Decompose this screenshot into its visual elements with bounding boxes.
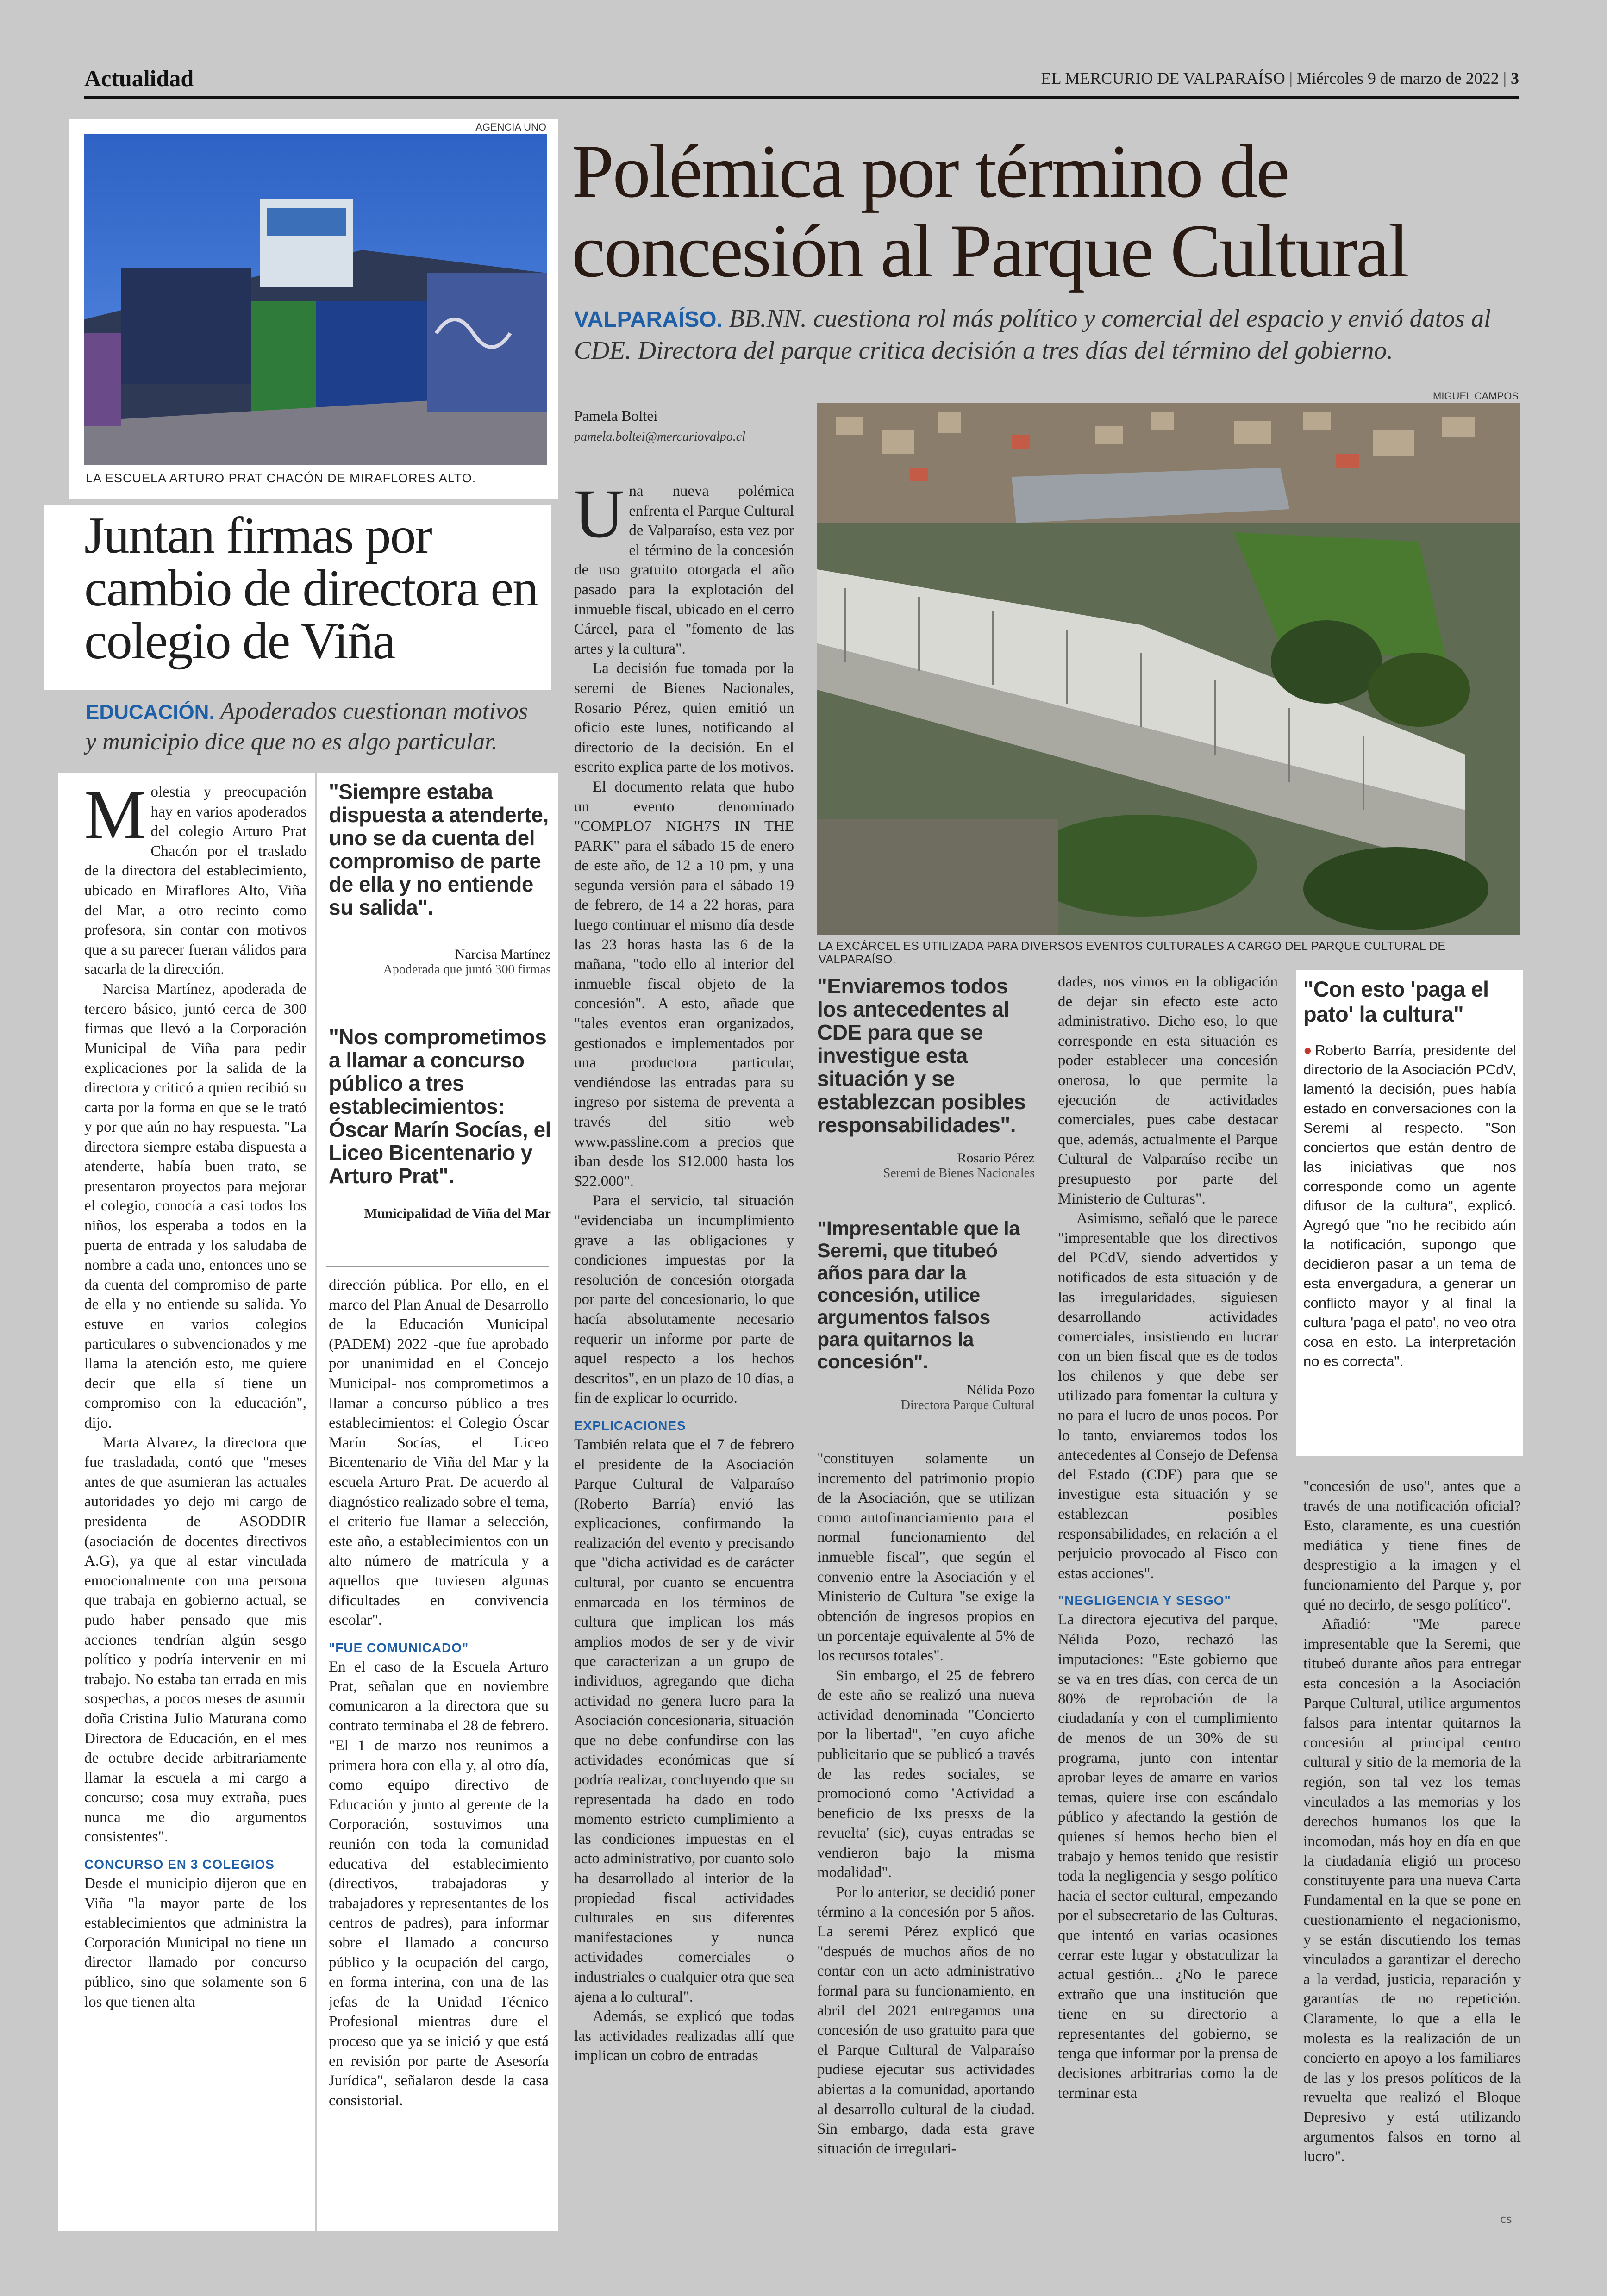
- main-quote2: [817, 1217, 1035, 1413]
- side-quote2-text: "Nos comprometimos a llamar a concurso público a tres establecimientos: Óscar Marín Socías, el Liceo Bicentenario y Arturo Prat".: [329, 1025, 551, 1188]
- main-col3-p1: dades, nos vimos en la obligación de dejar sin efecto este acto administrativo. Dicho eso, lo que corresponde en esta situación es poder establecer una concesión onerosa, lo que permite la ejecución de actividades comerciales, pues cabe destacar que, además, actualmente el Parque Cultural de Valparaíso recibe un presupuesto por parte del Ministerio de Culturas".: [1058, 973, 1278, 1207]
- main-subhead-2: "NEGLIGENCIA Y SESGO": [1058, 1593, 1231, 1608]
- main-col4-p1: "concesión de uso", antes que a través de una notificación oficial? Esto, claramente, es una cuestión mediática y tiene fines de desprestigio a la imagen y el funcionamiento del Parque y, por qué no decirlo, de sesgo político".: [1303, 1478, 1521, 1613]
- side-subhead-1: CONCURSO EN 3 COLEGIOS: [84, 1857, 275, 1872]
- byline: Pamela Boltei: [574, 407, 658, 424]
- side-col1-p3: Marta Alvarez, la directora que fue trasladada, contó que "meses antes de que asumieran las actuales autoridades yo dejo mi cargo de presidenta de ASODDIR (asociación de docentes directivos A.G), ya que al estar vinculada emocionalmente con una persona que trabaja en gobierno actual, se pudo haber pensado que mis acciones tendrían algún sesgo político y podría intervenir en mi trabajo. No estaba tan errada en mis sospechas, a pocos meses de asumir doña Cristina Julio Maturana como Directora de Educación, en el mes de octubre decide arbitrariamente llamar la escuela a mi cargo a concurso; cosa muy extraña, pues nunca me dio argumentos consistentes".: [84, 1434, 306, 1846]
- main-photo-credit: MIGUEL CAMPOS: [1433, 390, 1519, 402]
- header-rule: [84, 96, 1519, 99]
- main-col1-p1: na nueva polémica enfrenta el Parque Cultural de Valparaíso, esta vez por el término de la concesión de uso gratuito otorgada el año pasado para la explotación del inmueble fiscal, ubicado en el cerro Cárcel, para el "fomento de las artes y la cultura".: [574, 483, 794, 657]
- main-quote1: [817, 974, 1035, 1181]
- main-col1: [574, 481, 794, 2231]
- main-quote1-role: Seremi de Bienes Nacionales: [883, 1166, 1035, 1180]
- main-deck-text: BB.NN. cuestiona rol más político y comercial del espacio y envió datos al CDE. Directora del parque critica decisión a tres días del término del gobierno.: [574, 304, 1491, 364]
- school-photo-svg: [84, 134, 547, 465]
- byline-email: pamela.boltei@mercuriovalpo.cl: [574, 430, 745, 444]
- main-col1-p6: Además, se explicó que todas las actividades realizadas allí que implican un cobro de entradas: [574, 2008, 794, 2065]
- main-headline: Polémica por término de concesión al Parque Cultural: [572, 130, 1408, 293]
- main-photo: [817, 403, 1520, 935]
- side-photo-credit: AGENCIA UNO: [475, 121, 546, 133]
- main-quote1-name: Rosario Pérez: [957, 1150, 1035, 1166]
- side-col1-p2: Narcisa Martínez, apoderada de tercero básico, juntó cerca de 300 firmas que llevó a la Corporación Municipal de Viña para pedir explicaciones por la salida de la directora y criticó a quien recibió su carta por la forma en que se le trató y por que aún no hay respuesta. "La directora siempre estaba dispuesta a atenderte, había buen trato, se presentaron proyectos para mejorar el colegio, conocía a casi todos los niños, los esperaba a todos en la puerta de entrada y los saludaba de nombre a cada uno, entonces uno se da cuenta del compromiso de parte de ella y no entiende su salida. Yo estuve en varios colegios particulares o subvencionados y me llama la atención esto, me quiere decir que ella sí tiene un compromiso con la educación", dijo.: [84, 980, 306, 1431]
- side-col2-p2: En el caso de la Escuela Arturo Prat, señalan que en noviembre comunicaron a la directora que su contrato terminaba el 28 de febrero. "El 1 de marzo nos reunimos a primera hora con ella y, al otro día, como equipo directivo de Educación y junto al gerente de la Corporación, sostuvimos una reunión con toda la comunidad educativa del establecimiento (directivos, trabajadoras y trabajadores y representantes de los centros de padres), para informar sobre el llamado a concurso público y la ocupación del cargo, en forma interina, con una de las jefas de la Unidad Técnico Profesional mientras dure el proceso que ya se inició y que está en revisión por parte de Asesoría Jurídica", señalaron desde la casa consistorial.: [329, 1658, 549, 2109]
- main-drop-cap: U: [574, 481, 625, 552]
- side-quote2-role: Municipalidad de Viña del Mar: [364, 1206, 551, 1221]
- side-quote1-text: "Siempre estaba dispuesta a atenderte, uno se da cuenta del compromiso de parte de ella y no entiende su salida".: [329, 780, 549, 919]
- side-kicker: EDUCACIÓN.: [86, 701, 215, 724]
- main-quote2-text: "Impresentable que la Seremi, que titubeó años para dar la concesión, utilice argumentos falsos para quitarnos la concesión".: [817, 1217, 1020, 1373]
- side-deck: [86, 697, 544, 757]
- barria-box-title: "Con esto 'paga el pato' la cultura": [1303, 977, 1489, 1026]
- main-col2-p2: Sin embargo, el 25 de febrero de este año se realizó una nueva actividad denominada "Concierto por la libertad", "en cuyo afiche publicitario que se publicó a través de las redes sociales, se promocionó como 'Actividad a beneficio de lxs presxs de la revuelta' (sic), cuyas entradas se vendieron bajo la misma modalidad".: [817, 1667, 1035, 1881]
- side-headline: Juntan firmas por cambio de directora en colegio de Viña: [84, 507, 538, 670]
- side-deck-text: Apoderados cuestionan motivos y municipio dice que no es algo particular.: [86, 698, 528, 755]
- main-col1-p3: El documento relata que hubo un evento denominado "COMPLO7 NIGH7S IN THE PARK" para el sábado 15 de enero de este año, de 12 a 10 pm, y una segunda versión para el sábado 19 de febrero, de 14 a 22 horas, para luego continuar el mismo día desde las 23 horas hasta las 6 de la mañana, "todo ello al interior del inmueble fiscal objeto de la concesión". A esto, añade que "tales eventos eran organizados, gestionados e implementados por una productora particular, vendiéndose las entradas para su ingreso por sistema de preventa a través del sitio web www.passline.com a precios que iban desde los $12.000 hasta los $22.000".: [574, 778, 794, 1190]
- main-col2-p1: "constituyen solamente un incremento del patrimonio propio de la Asociación, que se utilizan como autofinanciamiento para el normal funcionamiento del inmueble fiscal", que según el convenio entre la Asociación y el Ministerio de Cultura "se exige la obtención de ingresos propios en un porcentaje equivalente al 5% de los recursos totales".: [817, 1450, 1035, 1664]
- park-photo-svg: [817, 403, 1520, 935]
- main-col2: [817, 1449, 1035, 2231]
- side-col1-p4: Desde el municipio dijeron que en Viña "la mayor parte de los establecimientos que administra la Corporación Municipal no tiene un director llamado por concurso público, sino que solamente son 6 los que tienen alta: [84, 1875, 306, 2010]
- side-quote1-role: Apoderada que juntó 300 firmas: [383, 962, 551, 977]
- side-drop-cap: M: [84, 782, 146, 853]
- main-quote1-text: "Enviaremos todos los antecedentes al CDE para que se investigue esta situación y se establezcan posibles responsabilidades".: [817, 974, 1026, 1137]
- side-subhead-2: "FUE COMUNICADO": [329, 1640, 469, 1655]
- end-mark-icon: cs: [1500, 2213, 1512, 2226]
- main-photo-caption: LA EXCÁRCEL ES UTILIZADA PARA DIVERSOS EVENTOS CULTURALES A CARGO DEL PARQUE CULTURAL DE VALPARAÍSO.: [819, 940, 1446, 966]
- masthead: [1041, 69, 1519, 88]
- main-col3-p2: Asimismo, señaló que le parece "impresentable que los directivos del PCdV, siendo advertidos y notificados de esta situación y de las irregularidades, siguiesen desarrollando actividades comerciales, insistiendo en lucrar con un bien fiscal que es de todos los chilenos y que debe ser utilizado para fomentar la cultura y no para el lucro de unos pocos. Por lo tanto, enviaremos todos los antecedentes al Consejo de Defensa del Estado (CDE) para que se investigue esta situación y se establezcan posibles responsabilidades, en relación a el perjuicio provocado al Fisco con estas acciones".: [1058, 1210, 1278, 1582]
- box-bullet-icon: ●: [1303, 1042, 1315, 1058]
- main-col1-p2: La decisión fue tomada por la seremi de Bienes Nacionales, Rosario Pérez, quien emitió un oficio este lunes, notificando al directorio de la decisión. En el escrito explica parte de los motivos.: [574, 660, 794, 776]
- main-subhead-1: EXPLICACIONES: [574, 1418, 686, 1433]
- side-quote2: [329, 1025, 551, 1222]
- masthead-text: EL MERCURIO DE VALPARAÍSO | Miércoles 9 de marzo de 2022 |: [1041, 69, 1507, 87]
- main-col2-p3: Por lo anterior, se decidió poner término a la concesión por 5 años. La seremi Pérez explicó que "después de muchos años de no contar con un acto administrativo formal para su funcionamiento, en abril del 2021 entregamos una concesión de uso gratuito para que el Parque Cultural de Valparaíso pudiese ejecutar sus actividades abiertas a la comunidad, aportando al desarrollo cultural de la ciudad. Sin embargo, dada esta grave situación de irregulari-: [817, 1884, 1035, 2157]
- barria-box-text: [1303, 1041, 1516, 1420]
- side-col2-rule: [326, 1266, 549, 1267]
- side-photo-caption: LA ESCUELA ARTURO PRAT CHACÓN DE MIRAFLORES ALTO.: [86, 471, 476, 485]
- main-col1-p5: También relata que el 7 de febrero el presidente de la Asociación Parque Cultural de Valparaíso (Roberto Barría) envió las explicaciones, confirmando la realización del evento y precisando que "dicha actividad es de carácter cultural, por cuanto se encuentra enmarcada en los términos de cultura que implican los más amplios modos de ser y de vivir que caracterizan a un grupo de individuos, agregando que dicha actividad no genera lucro para la Asociación concesionaria, situación que no debe confundirse con las actividades económicas que sí podría realizar, concluyendo que su representada ha dado en todo momento estricto cumplimiento a las condiciones impuestas en el acto administrativo, por cuanto solo ha desarrollado al interior de la propiedad fiscal actividades culturales en sus diferentes manifestaciones y nunca actividades comerciales o industriales o cualquier otra que sea ajena a lo cultural".: [574, 1436, 794, 2005]
- side-col1-p1: olestia y preocupación hay en varios apoderados del colegio Arturo Prat Chacón por el traslado de la directora del establecimiento, ubicado en Miraflores Alto, Viña del Mar, a otro recinto como profesora, sin contar con motivos que a su parecer fueran válidos para sacarla de la dirección.: [84, 784, 306, 978]
- main-col4: [1303, 1477, 1521, 2227]
- main-col1-p4: Para el servicio, tal situación "evidenciaba un incumplimiento grave a las obligaciones y condiciones impuestas por la resolución de concesión otorgada por parte del concesionario, lo que hacía absolutamente necesario requerir un informe por parte de aquel respecto a los hechos descritos", en un plazo de 10 días, a fin de explicar lo ocurrido.: [574, 1192, 794, 1407]
- page-number: 3: [1511, 69, 1519, 87]
- main-col4-p2: Añadió: "Me parece impresentable que la Seremi, que titubeó durante años para entregar esta concesión a la Asociación Parque Cultural, utilice argumentos falsos para intentar quitarnos la concesión al principal centro cultural y sitio de la memoria de la región, son tal vez los temas vinculados a las memorias y los derechos humanos los que la incomodan, más hoy en día en que la ciudadanía eligió un proceso constituyente para una nueva Carta Fundamental en la que se pone en cuestionamiento el negacionismo, y se están discutiendo los temas vinculados a garantizar el derecho a la verdad, justicia, reparación y garantías de no repetición. Claramente, lo que a ella le molesta es la realización de un concierto en apoyo a los familiares de las y los presos políticos de la revuelta que realizó el Bloque Depresivo y está utilizando argumentos falsos en torno al lucro".: [1303, 1616, 1521, 2165]
- main-col3-p3: La directora ejecutiva del parque, Nélida Pozo, rechazó las imputaciones: "Este gobierno que se va en tres días, con cerca de un 80% de reprobación de la ciudadanía y con el cumplimiento de menos de un 30% de su programa, junto con intentar aprobar leyes de amarre en varios temas, quiere irse con escándalo público y afectando la gestión de quienes sí hemos hecho bien el trabajo y hemos tenido que resistir toda la negligencia y sesgo político hacia el sector cultural, empezando por el subsecretario de las Culturas, que intentó en varias ocasiones cerrar este lugar y obstaculizar la actual gestión... ¿No le parece extraño que una institución que tiene en su directorio a representantes del gobierno, se tenga que informar por la prensa de decisiones arbitrarias como la de terminar esta: [1058, 1611, 1278, 2102]
- side-col1: [84, 782, 306, 2224]
- barria-box-content: [1303, 977, 1516, 1420]
- main-quote2-name: Nélida Pozo: [966, 1382, 1035, 1398]
- main-quote2-role: Directora Parque Cultural: [900, 1398, 1035, 1412]
- side-quote1: [329, 780, 551, 977]
- section-label: Actualidad: [84, 65, 194, 91]
- main-deck: [574, 303, 1519, 366]
- main-col3: [1058, 972, 1278, 2231]
- main-kicker: VALPARAÍSO.: [574, 307, 723, 332]
- side-col2-p1: dirección pública. Por ello, en el marco del Plan Anual de Desarrollo de la Educación Municipal (PADEM) 2022 -que fue aprobado por unanimidad en el Concejo Municipal- nos comprometimos a llamar a concurso público a tres establecimientos: el Colegio Óscar Marín Socías, el Liceo Bicentenario de Viña del Mar y la escuela Arturo Prat. De acuerdo al diagnóstico realizado sobre el tema, el criterio fue llamar a selección, este año, a establecimientos con un alto número de matrícula y a aquellos que tuviesen algunas dificultades en convivencia escolar".: [329, 1277, 549, 1629]
- side-col2: [329, 1275, 549, 2227]
- side-photo: [84, 134, 547, 465]
- side-quote1-name: Narcisa Martínez: [455, 947, 551, 962]
- barria-box-body: Roberto Barría, presidente del directorio de la Asociación PCdV, lamentó la decisión, pues había estado en conversaciones con la Seremi al respecto. "Son conciertos que están dentro de las iniciativas que nos corresponde como un agente difusor de la cultura", explicó. Agregó que "no he recibido aún la notificación, supongo que decidieron pasar a un tema de esta envergadura, a generar un conflicto mayor y al final la cultura 'paga el pato', no veo otra cosa en esto. La interpretación no es correcta".: [1303, 1042, 1516, 1369]
